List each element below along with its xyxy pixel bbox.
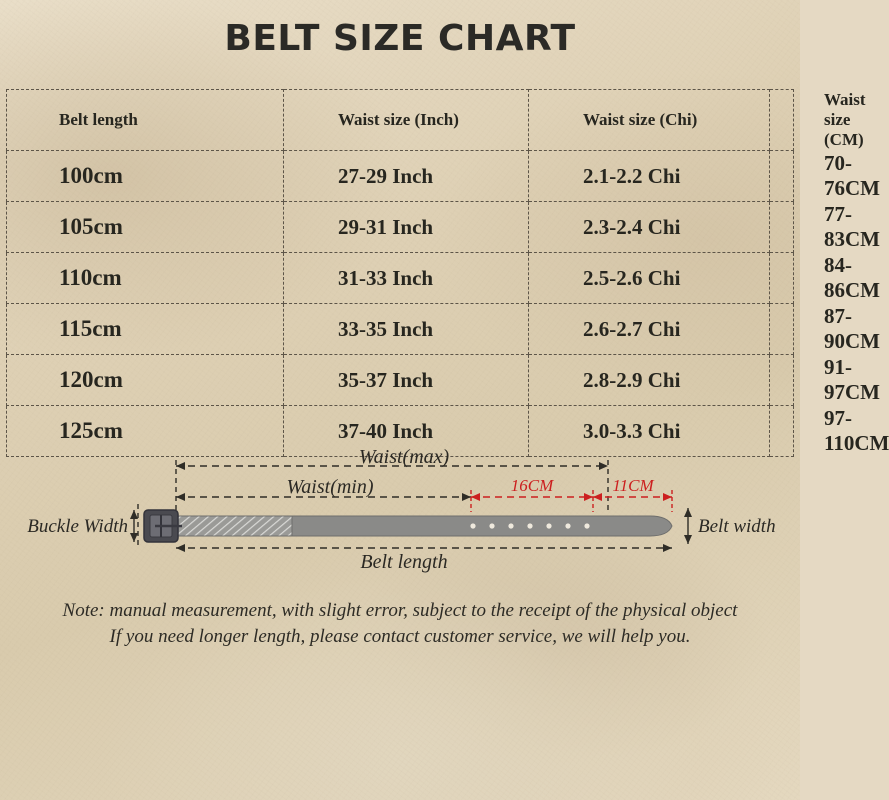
cell-belt-length: 110cm [7, 253, 284, 304]
column-header-belt-length: Belt length [7, 90, 284, 151]
cell-waist-cm: 91-97CM [770, 355, 794, 406]
cell-waist-chi: 2.8-2.9 Chi [529, 355, 770, 406]
size-chart-table [6, 89, 889, 457]
cell-belt-length: 120cm [7, 355, 284, 406]
column-header-waist-cm: Waist size (CM) [770, 90, 794, 151]
table-row [7, 355, 794, 406]
cell-belt-length: 125cm [7, 406, 284, 457]
cell-waist-chi: 2.1-2.2 Chi [529, 151, 770, 202]
table-header-row [7, 90, 794, 151]
note-block [0, 598, 800, 650]
note-line-1: Note: manual measurement, with slight error, subject to the receipt of the physical object [62, 600, 738, 621]
cell-waist-chi: 2.5-2.6 Chi [529, 253, 770, 304]
table-row [7, 202, 794, 253]
column-header-waist-inch: Waist size (Inch) [284, 90, 529, 151]
cell-waist-inch: 27-29 Inch [284, 151, 529, 202]
cell-waist-inch: 35-37 Inch [284, 355, 529, 406]
label-belt-length: Belt length [360, 551, 448, 573]
label-segment-16cm: 16CM [510, 476, 554, 495]
cell-waist-chi: 3.0-3.3 Chi [529, 406, 770, 457]
cell-belt-length: 105cm [7, 202, 284, 253]
cell-waist-cm: 84-86CM [770, 253, 794, 304]
belt-illustration [144, 510, 672, 542]
cell-waist-inch: 29-31 Inch [284, 202, 529, 253]
belt-measurement-diagram [0, 440, 800, 585]
cell-belt-length: 115cm [7, 304, 284, 355]
label-belt-width: Belt width [698, 516, 776, 537]
cell-waist-cm: 97-110CM [770, 406, 794, 457]
cell-waist-inch: 37-40 Inch [284, 406, 529, 457]
table-row [7, 253, 794, 304]
cell-waist-cm: 77-83CM [770, 202, 794, 253]
page-title: BELT SIZE CHART [224, 18, 576, 59]
label-waist-max: Waist(max) [358, 446, 450, 468]
cell-belt-length: 100cm [7, 151, 284, 202]
table-row [7, 304, 794, 355]
table-row [7, 151, 794, 202]
label-segment-11cm: 11CM [612, 476, 654, 495]
cell-waist-cm: 70-76CM [770, 151, 794, 202]
cell-waist-chi: 2.6-2.7 Chi [529, 304, 770, 355]
label-buckle-width: Buckle Width [27, 516, 128, 537]
label-waist-min: Waist(min) [286, 476, 374, 498]
note-line-2: If you need longer length, please contact customer service, we will help you. [109, 626, 691, 647]
cell-waist-chi: 2.3-2.4 Chi [529, 202, 770, 253]
cell-waist-cm: 87-90CM [770, 304, 794, 355]
cell-waist-inch: 31-33 Inch [284, 253, 529, 304]
cell-waist-inch: 33-35 Inch [284, 304, 529, 355]
column-header-waist-chi: Waist size (Chi) [529, 90, 770, 151]
